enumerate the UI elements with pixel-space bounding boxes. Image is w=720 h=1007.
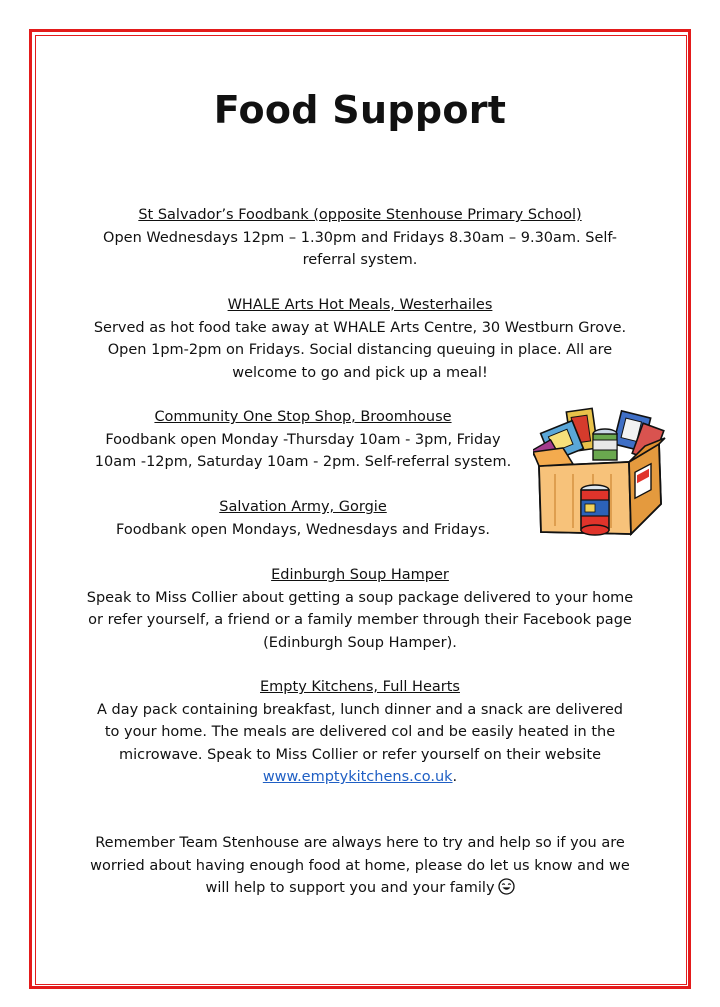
section-whale-arts: [88, 294, 632, 384]
section-heading: Empty Kitchens, Full Hearts: [260, 679, 460, 695]
smiley-face-icon: [498, 878, 515, 903]
section-heading: Edinburgh Soup Hamper: [271, 567, 449, 583]
section-community-one-stop: [86, 406, 520, 474]
section-body: [96, 699, 624, 789]
food-box-clipart: [533, 404, 667, 542]
section-body: Open Wednesdays 12pm – 1.30pm and Fridays 8.30am – 9.30am. Self-referral system.: [103, 229, 617, 268]
page-title: Food Support: [213, 88, 507, 132]
section-body-text: A day pack containing breakfast, lunch dinner and a snack are delivered to your home. The meals are delivered col and be easily heated in the microwave. Speak to Miss Collier or refer yourself on their website: [96, 701, 623, 763]
closing-message: [84, 832, 636, 903]
section-body: Foodbank open Mondays, Wednesdays and Fridays.: [116, 521, 490, 538]
section-st-salvadors: [95, 204, 625, 272]
section-empty-kitchens: [96, 676, 624, 789]
section-salvation-army: [86, 496, 520, 541]
section-soup-hamper: [86, 564, 634, 654]
section-heading: WHALE Arts Hot Meals, Westerhailes: [227, 297, 493, 313]
section-body: Speak to Miss Collier about getting a soup package delivered to your home or refer yourself, a friend or a family member through their Facebook page (Edinburgh Soup Hamper).: [86, 589, 634, 651]
section-body: Foodbank open Monday -Thursday 10am - 3pm, Friday 10am -12pm, Saturday 10am - 2pm. Self-referral system.: [94, 431, 512, 470]
section-heading: St Salvador’s Foodbank (opposite Stenhouse Primary School): [138, 207, 582, 223]
section-body: Served as hot food take away at WHALE Arts Centre, 30 Westburn Grove. Open 1pm-2pm on Fridays. Social distancing queuing in place. All are welcome to go and pick up a meal!: [93, 319, 627, 381]
section-heading: Community One Stop Shop, Broomhouse: [154, 409, 452, 425]
section-heading: Salvation Army, Gorgie: [219, 499, 387, 515]
closing-text: Remember Team Stenhouse are always here to try and help so if you are worried about having enough food at home, please do let us know and we will help to support you and your family: [90, 835, 630, 896]
website-link[interactable]: www.emptykitchens.co.uk: [262, 769, 453, 785]
link-suffix: .: [452, 769, 458, 785]
